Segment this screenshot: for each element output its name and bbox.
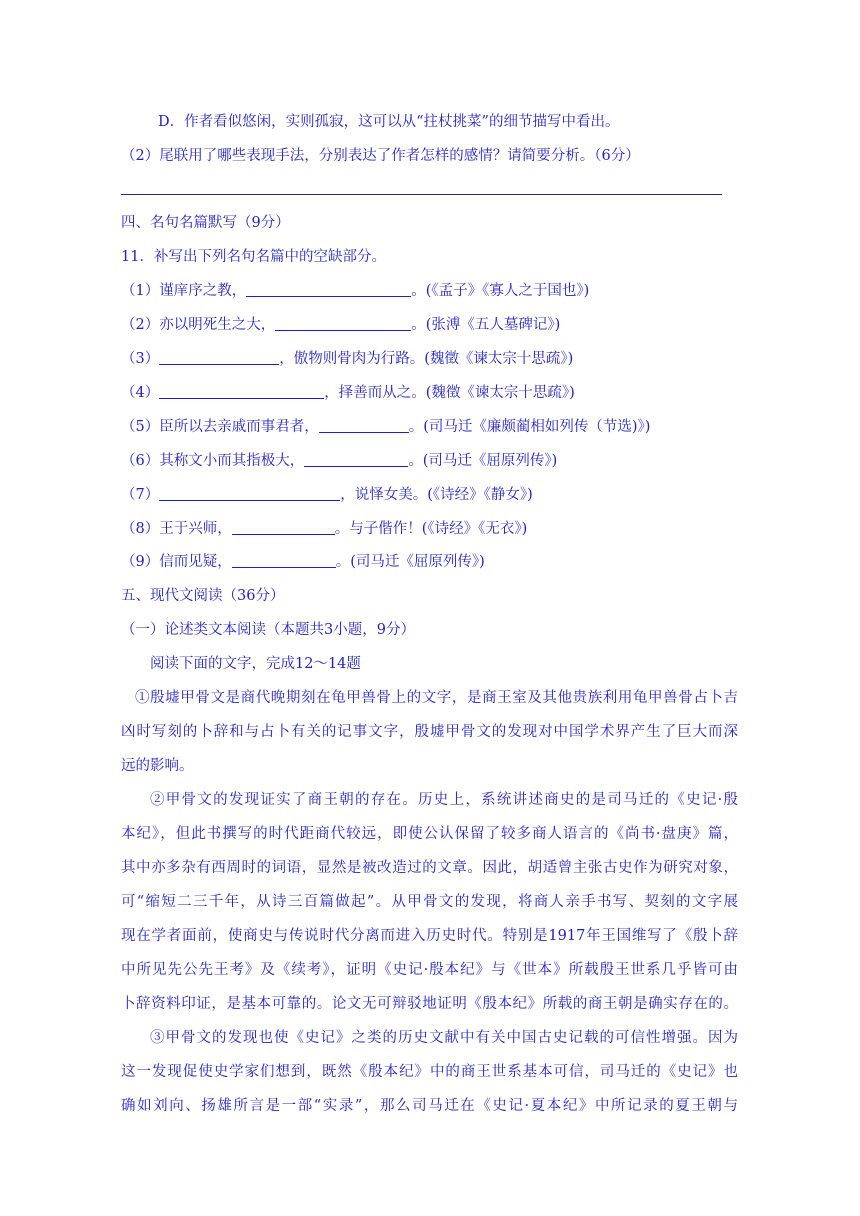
answer-line — [121, 194, 722, 195]
item-suffix: 。与子偕作！(《诗经》《无衣》) — [334, 521, 528, 537]
item-prefix: （5）臣所以去亲戚而事君者， — [121, 419, 319, 435]
text-line: 远的影响。 — [121, 758, 194, 774]
answer-blank[interactable] — [304, 451, 408, 467]
answer-blank[interactable] — [275, 315, 411, 331]
item-suffix: 。(张溥《五人墓碑记》) — [411, 317, 561, 333]
text-line: ③甲骨文的发现也使《史记》之类的历史文献中有关中国古史记载的可信性增强。因为 — [150, 1030, 738, 1046]
passage-paragraph-3 — [121, 1028, 738, 1130]
item-prefix: （2）亦以明死生之大， — [121, 317, 276, 333]
passage-paragraph-2 — [121, 790, 738, 1028]
item-prefix: （9）信而见疑， — [121, 554, 232, 570]
fill-blank-item-8 — [121, 519, 527, 539]
text-line: 可“缩短二三千年，从诗三百篇做起”。从甲骨文的发现，将商人亲手书写、契刻的文字展 — [121, 894, 738, 910]
fill-blank-item-3 — [121, 349, 573, 369]
item-suffix: ，说怿女美。(《诗经》《静女》) — [340, 487, 533, 503]
section-4-title: 四、名句名篇默写（9分） — [121, 215, 290, 231]
fill-blank-item-2 — [121, 315, 560, 335]
fill-blank-item-6 — [121, 451, 557, 471]
text-line: 卜辞资料印证，是基本可靠的。论文无可辩驳地证明《殷本纪》所载的商王朝是确实存在的。 — [121, 996, 738, 1012]
fill-blank-item-5 — [121, 417, 650, 437]
answer-blank[interactable] — [159, 485, 340, 501]
question-10-subquestion-2: （2）尾联用了哪些表现手法，分别表达了作者怎样的感情？请简要分析。（6分） — [121, 148, 640, 164]
item-suffix: 。(司马迁《廉颇蔺相如列传（节选)》) — [408, 419, 651, 435]
text-line: 其中亦多杂有西周时的词语，显然是被改造过的文章。因此，胡适曾主张古史作为研究对象， — [121, 860, 738, 876]
question-10-option-d: D．作者看似悠闲，实则孤寂，这可以从“拄杖挑菜”的细节描写中看出。 — [158, 114, 620, 130]
item-prefix: （1）谨庠序之教， — [121, 283, 247, 299]
item-prefix: （4） — [121, 385, 160, 401]
text-line: 中所见先公先王考》及《续考》，证明《史记·殷本纪》与《世本》所载殷王世系几乎皆可由 — [121, 962, 738, 978]
fill-blank-item-9 — [121, 552, 485, 572]
text-line: 现在学者面前，使商史与传说时代分离而进入历史时代。特别是1917年王国维写了《殷卜辞 — [121, 928, 738, 944]
item-suffix: 。(司马迁《屈原列传》) — [335, 554, 485, 570]
text-line: 确如刘向、扬雄所言是一部“实录”，那么司马迁在《史记·夏本纪》中所记录的夏王朝与 — [121, 1098, 738, 1114]
item-suffix: ，择善而从之。(魏徵《谏太宗十思疏》) — [324, 385, 575, 401]
text-line: 这一发现促使史学家们想到，既然《殷本纪》中的商王世系基本可信，司马迁的《史记》也 — [121, 1064, 738, 1080]
fill-blank-item-7 — [121, 485, 533, 505]
text-line: 本纪》，但此书撰写的时代距商代较远，即使公认保留了较多商人语言的《尚书·盘庚》篇， — [121, 826, 738, 842]
item-prefix: （6）其称文小而其指极大， — [121, 453, 305, 469]
item-prefix: （7） — [121, 487, 160, 503]
subsection-1-title: （一）论述类文本阅读（本题共3小题，9分） — [121, 622, 415, 638]
answer-blank[interactable] — [159, 383, 324, 399]
answer-blank[interactable] — [246, 281, 411, 297]
fill-blank-item-1 — [121, 281, 589, 301]
item-suffix: 。(《孟子》《寡人之于国也》) — [411, 283, 590, 299]
answer-blank[interactable] — [232, 552, 336, 568]
passage-paragraph-1 — [121, 688, 738, 790]
answer-blank[interactable] — [319, 417, 409, 433]
item-prefix: （3） — [121, 351, 160, 367]
item-suffix: ，傲物则骨肉为行路。(魏徵《谏太宗十思疏》) — [279, 351, 574, 367]
text-line: ①殷墟甲骨文是商代晚期刻在龟甲兽骨上的文字，是商王室及其他贵族利用龟甲兽骨占卜吉 — [135, 690, 738, 706]
question-11-stem: 11．补写出下列名句名篇中的空缺部分。 — [121, 249, 386, 265]
reading-instruction: 阅读下面的文字，完成12～14题 — [150, 656, 361, 672]
answer-blank[interactable] — [159, 349, 279, 365]
fill-blank-item-4 — [121, 383, 575, 403]
text-line: 凶时写刻的卜辞和与占卜有关的记事文字，殷墟甲骨文的发现对中国学术界产生了巨大而深 — [121, 724, 738, 740]
answer-blank[interactable] — [232, 519, 335, 535]
text-line: ②甲骨文的发现证实了商王朝的存在。历史上，系统讲述商史的是司马迁的《史记·殷 — [150, 792, 738, 808]
section-5-title: 五、现代文阅读（36分） — [121, 588, 285, 604]
item-suffix: 。(司马迁《屈原列传》) — [408, 453, 558, 469]
item-prefix: （8）王于兴师， — [121, 521, 232, 537]
